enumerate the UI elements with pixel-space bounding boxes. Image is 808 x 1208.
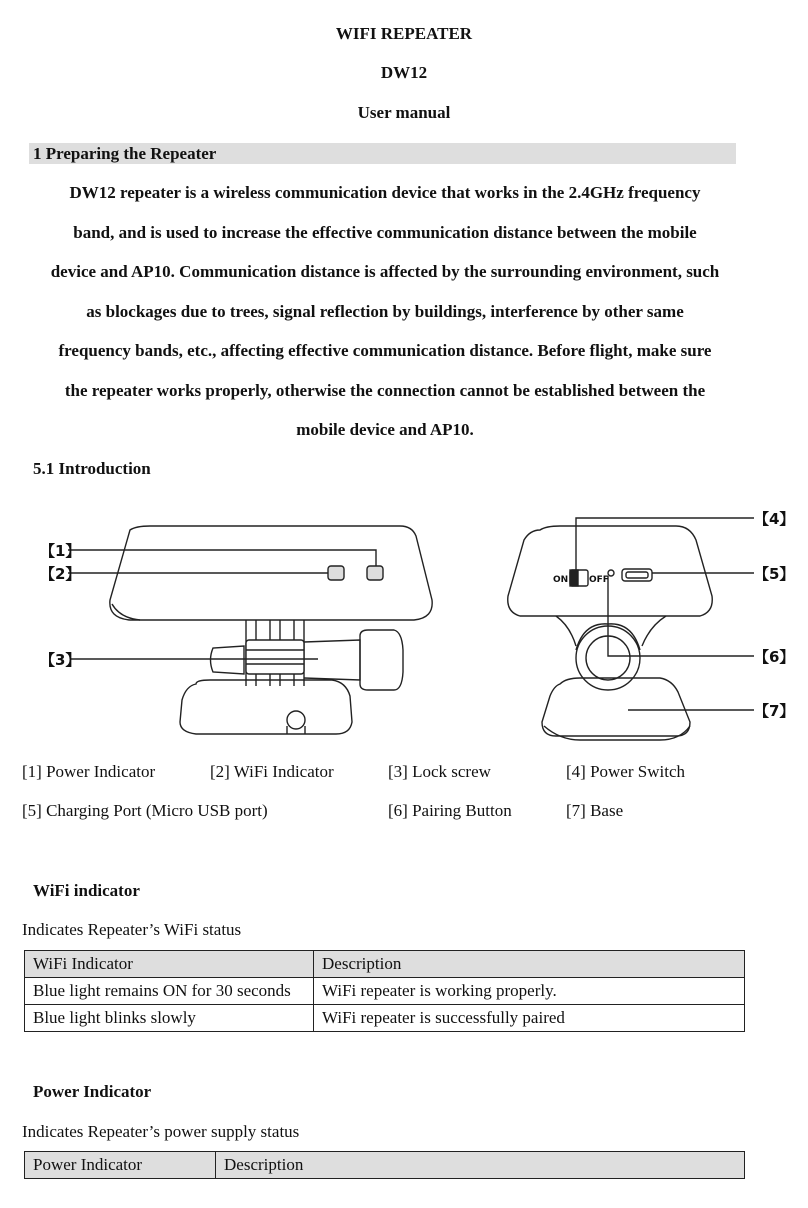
table-header-row (25, 951, 745, 978)
section-heading-preparing: 1 Preparing the Repeater (29, 143, 736, 164)
repeater-diagram (0, 500, 808, 750)
document-title: WIFI REPEATER (335, 24, 473, 43)
callout-4: 【4】 (754, 510, 795, 528)
table-row (25, 1005, 745, 1032)
callout-7: 【7】 (754, 702, 795, 720)
callout-line-1 (68, 550, 376, 566)
model-name: DW12 (380, 63, 428, 82)
switch-off-label: OFF (589, 575, 609, 585)
wifi-caption: Indicates Repeater’s WiFi status (22, 920, 242, 939)
right-device-body (508, 526, 713, 616)
table-cell: Blue light remains ON for 30 seconds (25, 978, 314, 1005)
paragraph-line: DW12 repeater is a wireless communication device that works in the 2.4GHz frequency (69, 183, 701, 202)
paragraph-line: frequency bands, etc., affecting effective communication distance. Before flight, make sure (58, 341, 712, 360)
wifi-heading: WiFi indicator (33, 881, 140, 900)
legend-charging-port: [5] Charging Port (Micro USB port) (22, 801, 268, 820)
document-subtitle: User manual (357, 103, 451, 122)
paragraph-line: band, and is used to increase the effective communication distance between the mobile (73, 222, 697, 242)
table-header-cell: Description (314, 951, 745, 978)
table-row (25, 978, 745, 1005)
left-base (180, 680, 352, 734)
table-cell: WiFi repeater is working properly. (314, 978, 745, 1005)
intro-heading: 5.1 Introduction (33, 459, 151, 478)
legend-wifi-indicator: [2] WiFi Indicator (210, 762, 334, 781)
power-caption: Indicates Repeater’s power supply status (22, 1122, 300, 1141)
table-cell: Blue light blinks slowly (25, 1005, 314, 1032)
paragraph-line: device and AP10. Communication distance is affected by the surrounding environment, such (50, 262, 720, 281)
table-header-cell: Description (216, 1152, 745, 1179)
legend-power-switch: [4] Power Switch (566, 762, 685, 781)
paragraph-line: the repeater works properly, otherwise the connection cannot be established between the (64, 380, 706, 400)
callout-5: 【5】 (754, 565, 795, 583)
legend-power-indicator: [1] Power Indicator (22, 762, 156, 781)
callout-6: 【6】 (754, 648, 795, 666)
table-header-cell: WiFi Indicator (25, 951, 314, 978)
callout-2: 【2】 (40, 565, 81, 583)
paragraph-line: mobile device and AP10. (296, 420, 474, 439)
table-header-row (25, 1152, 745, 1179)
callout-1: 【1】 (40, 542, 81, 560)
table-header-cell: Power Indicator (25, 1152, 216, 1179)
power-indicator-table (24, 1151, 745, 1179)
switch-on-label: ON (553, 575, 569, 585)
legend-pairing-button: [6] Pairing Button (388, 801, 512, 820)
lock-screw (211, 646, 245, 674)
wifi-indicator-led (328, 566, 344, 580)
callout-3: 【3】 (40, 651, 81, 669)
paragraph-line: as blockages due to trees, signal reflection by buildings, interference by other same (86, 301, 684, 321)
section1-paragraph (22, 173, 748, 450)
legend-base: [7] Base (566, 801, 624, 820)
power-heading: Power Indicator (33, 1082, 152, 1101)
table-cell: WiFi repeater is successfully paired (314, 1005, 745, 1032)
power-indicator-led (367, 566, 383, 580)
legend-lock-screw: [3] Lock screw (388, 762, 491, 781)
wifi-indicator-table (24, 950, 745, 1032)
